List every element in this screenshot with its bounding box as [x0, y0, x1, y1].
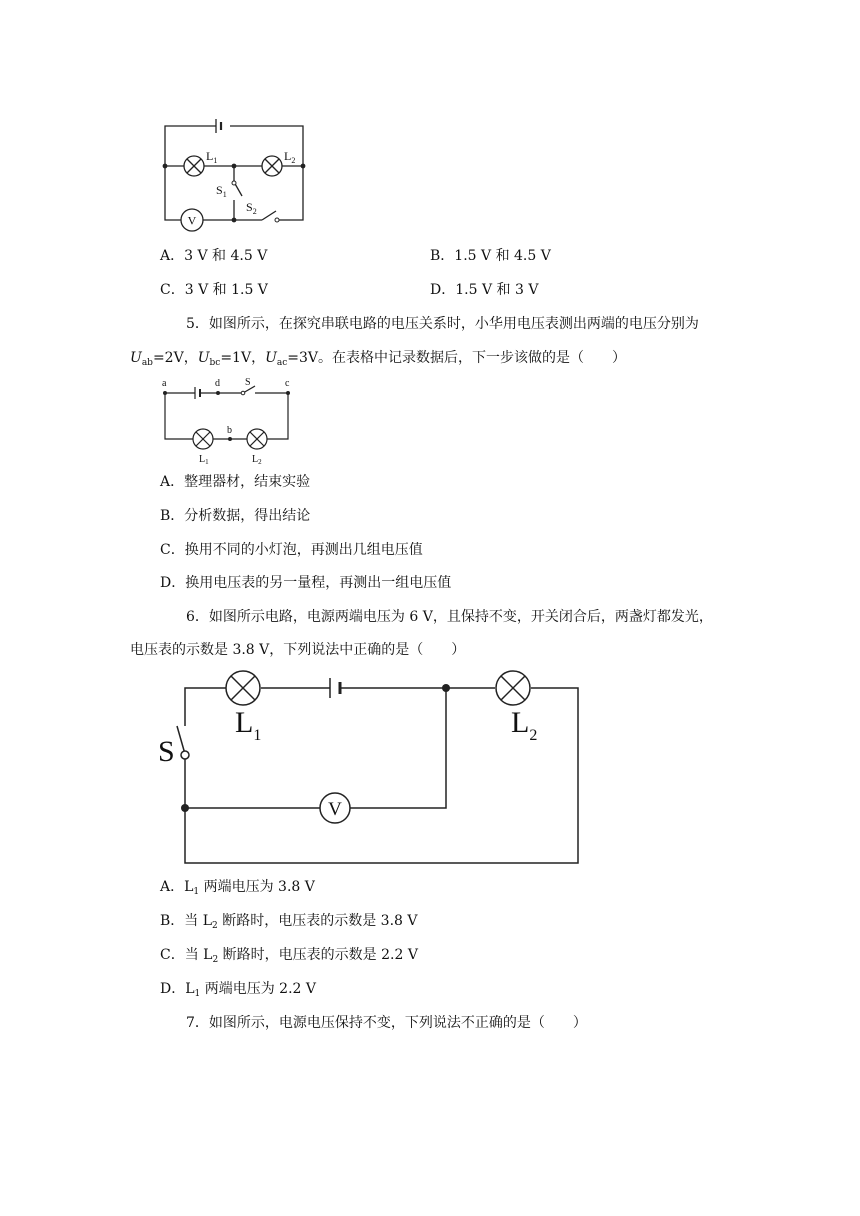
q5-circuit-diagram: [155, 376, 300, 466]
q4-option-d: D．1.5 V 和 3 V: [430, 282, 539, 298]
q4-voltmeter: [181, 209, 203, 231]
q7-stem-line1: 7．如图所示，电源电压保持不变，下列说法不正确的是（ ）: [186, 1015, 587, 1031]
q6-voltmeter: [320, 793, 350, 823]
q6-option-a: A．$L_1$ 两端电压为 3.8 V: [160, 879, 315, 897]
q6-option-d: D．$L_1$ 两端电压为 2.2 V: [160, 981, 316, 999]
q5-label-b: b: [227, 425, 232, 436]
q5-label-c: c: [285, 378, 290, 389]
q5-stem-line2: $U_{ab}=2V$，$U_{bc}=1V$，$U_{ac}=3V$。在表格中记录数据后，下一步该做的是（ ）: [130, 350, 627, 368]
svg-text:V: V: [187, 213, 197, 228]
q6-label-s: S: [158, 735, 175, 768]
q4-lamp-l2: [262, 156, 282, 176]
q5-stem-line1: 5．如图所示，在探究串联电路的电压关系时，小华用电压表测出两端的电压分别为: [186, 316, 699, 332]
q4-label-s2: $S_2$: [246, 200, 257, 216]
q5-lamp-l1: [193, 429, 213, 449]
q6-circuit-diagram: [150, 668, 590, 868]
q5-option-c: C．换用不同的小灯泡，再测出几组电压值: [160, 542, 423, 558]
q6-lamp-l1: [226, 671, 260, 705]
q6-label-l2: $L_2$: [511, 706, 538, 744]
q5-lamp-l2: [247, 429, 267, 449]
q4-lamp-l1: [184, 156, 204, 176]
q5-option-d: D．换用电压表的另一量程，再测出一组电压值: [160, 575, 452, 591]
q5-label-l2: $L_2$: [252, 454, 262, 466]
q5-label-d: d: [215, 378, 220, 389]
q4-option-c: C．3 V 和 1.5 V: [160, 282, 268, 298]
q6-lamp-l2: [496, 671, 530, 705]
q6-option-c: C．当 $L_2$ 断路时，电压表的示数是 2.2 V: [160, 947, 418, 965]
q4-label-l2: $L_2$: [284, 149, 296, 165]
svg-text:V: V: [328, 799, 342, 820]
q4-option-b: B．1.5 V 和 4.5 V: [430, 248, 551, 264]
q5-label-l1: $L_1$: [199, 454, 209, 466]
q4-circuit-diagram: [150, 108, 320, 233]
q4-option-a: A．3 V 和 4.5 V: [160, 248, 268, 264]
q5-label-s: S: [245, 377, 251, 388]
q6-stem-line2: 电压表的示数是 3.8 V，下列说法中正确的是（ ）: [130, 642, 466, 658]
q5-option-a: A．整理器材，结束实验: [160, 474, 311, 490]
q5-label-a: a: [162, 378, 167, 389]
q6-option-b: B．当 $L_2$ 断路时，电压表的示数是 3.8 V: [160, 913, 418, 931]
q4-label-s1: $S_1$: [216, 183, 227, 199]
q6-label-l1: $L_1$: [235, 706, 262, 744]
q4-label-l1: $L_1$: [206, 149, 218, 165]
q5-option-b: B．分析数据，得出结论: [160, 508, 311, 524]
q6-stem-line1: 6．如图所示电路，电源两端电压为 6 V，且保持不变，开关闭合后，两盏灯都发光，: [186, 609, 713, 625]
